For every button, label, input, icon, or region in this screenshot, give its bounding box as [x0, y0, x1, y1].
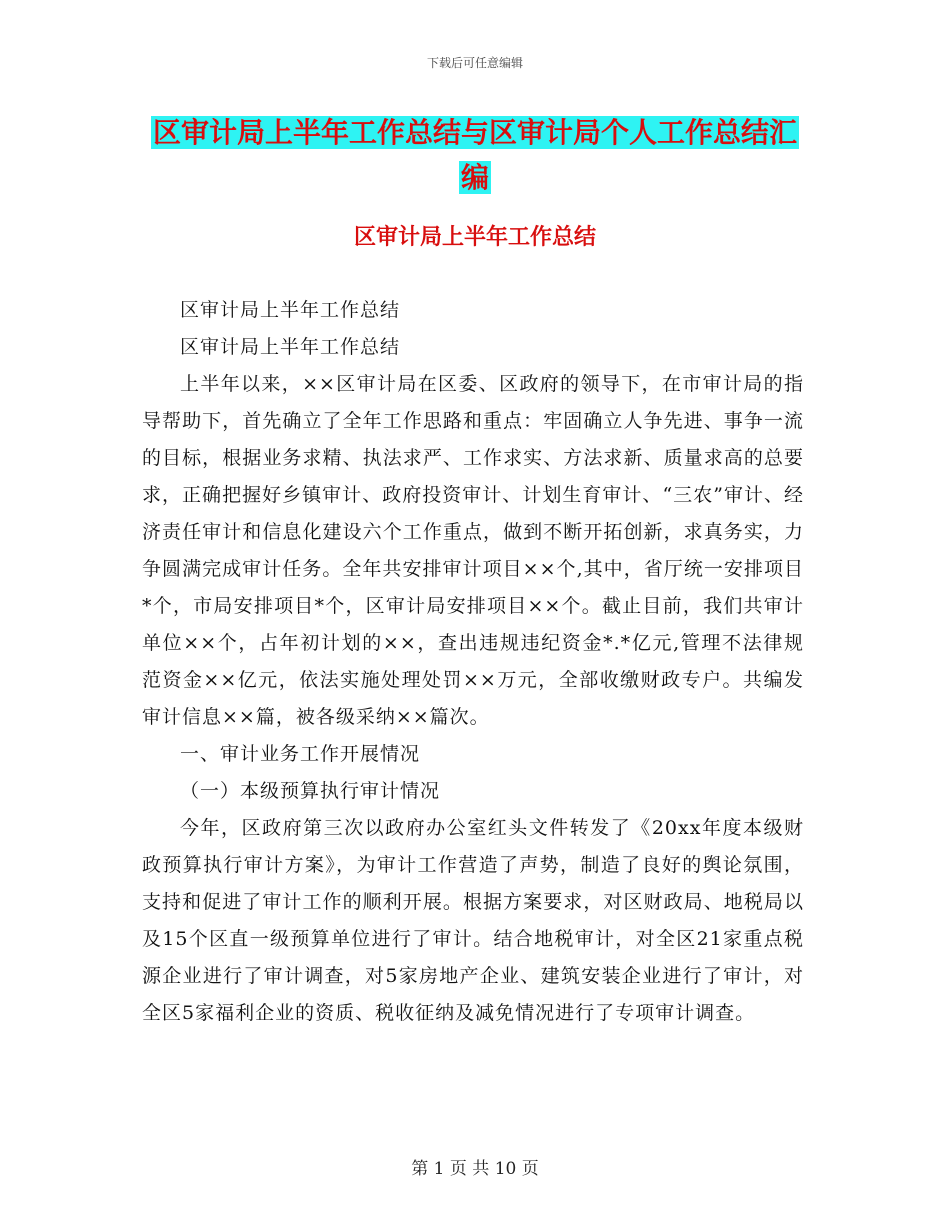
header-note: 下载后可任意编辑: [426, 56, 523, 70]
paragraph: 区审计局上半年工作总结: [180, 299, 401, 321]
document-title-line-1: 区审计局上半年工作总结与区审计局个人工作总结汇: [152, 116, 797, 149]
paragraph: 上半年以来，××区审计局在区委、区政府的领导下，在市审计局的指导帮助下，首先确立了全年工作思路和重点：牢固确立人争先进、事争一流的目标，根据业务求精、执法求严、工作求实、方法求新、质量求高的总要求，正确把握好乡镇审计、政府投资审计、计划生育审计、“三农”审计、经济责任审计和信息化建设六个工作重点，做到不断开拓创新，求真务实，力争圆满完成审计任务。全年共安排审计项目××个,其中，省厅统一安排项目*个，市局安排项目*个，区审计局安排项目××个。截止目前，我们共审计单位××个，占年初计划的××，查出违规违纪资金*.*亿元,管理不法律规范资金××亿元，依法实施处理处罚××万元，全部收缴财政专户。共编发审计信息××篇，被各级采纳××篇次。: [142, 373, 804, 728]
paragraph-subheading: （一）本级预算执行审计情况: [180, 780, 441, 802]
paragraph: 区审计局上半年工作总结: [180, 336, 401, 358]
paragraph-heading: 一、审计业务工作开展情况: [180, 743, 421, 765]
document-body: [142, 292, 804, 1032]
section-title: 区审计局上半年工作总结: [353, 225, 596, 250]
document-title-line-2: 编: [460, 161, 489, 194]
document-title: [150, 110, 800, 200]
page-footer: 第 1 页 共 10 页: [411, 1159, 539, 1179]
paragraph: 今年，区政府第三次以政府办公室红头文件转发了《20xx年度本级财政预算执行审计方案》，为审计工作营造了声势，制造了良好的舆论氛围，支持和促进了审计工作的顺利开展。根据方案要求，对区财政局、地税局以及15个区直一级预算单位进行了审计。结合地税审计，对全区21家重点税源企业进行了审计调查，对5家房地产企业、建筑安装企业进行了审计，对全区5家福利企业的资质、税收征纳及减免情况进行了专项审计调查。: [142, 817, 804, 1024]
